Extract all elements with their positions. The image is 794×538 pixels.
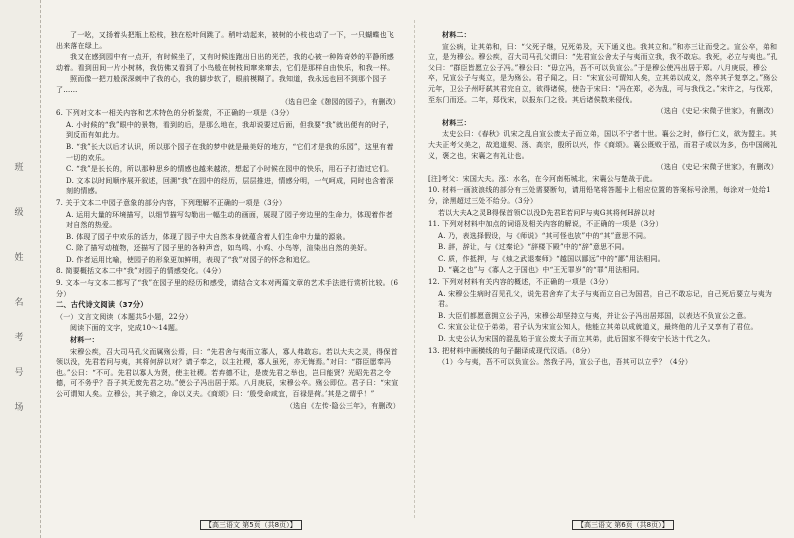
binding-margin <box>0 0 41 538</box>
option: B. “我”长大以后才认识，所以那个园子在我的梦中就是最美好的地方，“它们才是我的乐园”，这里有着一切的欢乐。 <box>66 142 394 162</box>
question-8: 8. 简要概括文本二中“我”对园子的情感变化。（4分） <box>56 267 226 276</box>
question-10-sentence: 若以大夫A之灵B得保首领C以没D先君E若问F与夷G其将何H辞以对 <box>438 208 656 217</box>
option: C. 质，作抵押，与《烛之武退秦师》“越国以鄙远”中的“鄙”用法相同。 <box>438 254 665 263</box>
question-13: 13. 把材料中画横线的句子翻译成现代汉语。（8分） <box>428 346 595 355</box>
left-column <box>56 30 400 412</box>
column-divider <box>414 20 415 518</box>
option: D. 太史公认为宋国的混乱始于宣公废太子而立其弟，此后国家不得安宁长达十代之久。 <box>438 335 715 344</box>
option: B. 大臣们都愿意拥立公子冯，宋穆公却坚持立与夷，并让公子冯出居郑国，以表达不负宣公之意。 <box>438 311 751 320</box>
option: D. “襄之也”与《寡人之于国也》中“王无罪岁”的“罪”用法相同。 <box>438 266 644 275</box>
section-heading: 二、古代诗文阅读（37分） <box>56 300 148 310</box>
question-12: 12. 下列对材料有关内容的概述，不正确的一项是（3分） <box>428 278 613 287</box>
option: B. 辞，辞让，与《过秦论》“辞楼下殿”中的“辞”意思不同。 <box>438 243 629 252</box>
option: A. 小时候的“我”眼中的景物，看到的后，是那么地在，我却说要过后面，但我要“我”就出便有的时子，到反而有如此力。 <box>66 120 394 140</box>
material-text: 太史公曰：《春秋》讥宋之乱自宣公废太子而立弟，国以不宁者十世。襄公之时，修行仁义，欲为盟主。其大夫正考父美之，故追道契、汤、高宗，殷所以兴，作《商颂》。襄公既败于泓，而君子或以为多，伤中国阙礼义，褒之也，宋襄之有礼让也。 <box>428 130 778 160</box>
material-heading: 材料三： <box>442 118 471 127</box>
passage-paragraph: 照而像一把刀般深深刺中了我的心，我的脚步软了，眼前模糊了。我知道，我永远也回不到那个园子了…… <box>56 75 387 94</box>
page-footer-left <box>200 520 302 530</box>
material-source: （选自《史记·宋微子世家》，有删改） <box>656 163 778 172</box>
material-text: 宋穆公疾，召大司马孔父而属殇公焉，曰：“先君舍与夷而立寡人，寡人弗敢忘。若以大夫之灵，得保首领以没，先君若问与夷，其将何辞以对？请子奉之，以主社稷，寡人虽死，亦无悔焉。”对曰：“群臣愿奉冯也。”公曰：“不可。先君以寡人为贤，使主社稷。若弃德不让，是废先君之举也，岂曰能贤？光昭先君之令德，可不务乎？吾子其无废先君之功。”使公子冯出居于郑。八月庚辰，宋穆公卒。殇公即位。君子曰：“宋宣公可谓知人矣。立穆公，其子飨之，命以义夫。《商颂》曰：‘殷受命咸宜，百禄是荷。’其是之谓乎！” <box>56 347 399 398</box>
binding-char: 考 <box>14 333 24 343</box>
page-number: 【高三语文 第6页（共8页）】 <box>572 520 674 530</box>
option: C. 宋宣公让位于弟弟，君子认为宋宣公知人，他能立其弟以成就道义，最终他的儿子又享有了君位。 <box>438 323 758 332</box>
option: D. 作者运用比喻，使园子的形象更加鲜明，表现了“我”对园子的怀念和追忆。 <box>66 255 315 264</box>
binding-char: 姓 <box>14 253 24 263</box>
passage-paragraph: 了一吆，又扬着头把瓶上松枝，独在松叶间跳了。稍叶动起来，被树的小枝也动了一下，一只蝴蝶也飞出来落在绿上。 <box>56 31 394 50</box>
material-heading: 材料二： <box>442 31 471 39</box>
annotation-note: [注]考父：宋国大夫。泓：水名，在今河南柘城北，宋襄公与楚战于此。 <box>428 174 658 183</box>
option: C. 除了描写动植物，还描写了园子里的各种声音，如鸟鸣、小鸡、小鸟等，渲染出自然的美好。 <box>66 244 372 253</box>
question-13-item: （1）今与夷，吾不可以负宣公。然我子冯，宣公子也，吾其可以立乎？（4分） <box>438 358 693 367</box>
binding-char: 名 <box>14 298 24 308</box>
right-column <box>428 30 778 369</box>
instruction: 阅读下面的文字，完成10～14题。 <box>70 324 183 333</box>
option: A. 宋穆公生病时召见孔父，说先君舍弃了太子与夷而立自己为国君，自己不敢忘记，自己死后要立与夷为君。 <box>438 289 773 309</box>
passage-paragraph: 我又在感到园中有一点开，有时候坐了，又有时候连跑出日出的光芒，我的心被一种阵奇妙的平静所感动着。看到田间一片小树林，我仿佛又看到了小鸟般在树枝间窜来窜去，它们是那样自由快乐，和我一样。 <box>56 53 395 72</box>
option: A. 乃，表选择假设，与《师说》“其可怪也欤”中的“其”意思不同。 <box>438 231 651 240</box>
question-11: 11. 下列对材料中加点的词语及相关内容的解说，不正确的一项是（3分） <box>428 220 663 229</box>
option: B. 体现了园子中欢乐的活力，体现了园子中大自然本身就蕴含着人们生命中力量的源泉。 <box>66 232 350 241</box>
material-source: （选自《左传·隐公三年》，有删改） <box>285 401 400 410</box>
binding-char: 级 <box>14 208 24 218</box>
passage-source: （选自巴金《憩园的园子》，有删改） <box>281 97 400 106</box>
question-9: 9. 文本一与文本二都写了“我”在园子里的经历和感受，请结合文本对两篇文章的艺术手法进行赏析比较。（6分） <box>56 279 399 298</box>
option: A. 运用大量的环境描写，以细节描写勾勒出一幅生动的画面，展现了园子旁边里的生命力，体现着作者对自然的热爱。 <box>66 210 393 230</box>
page-number: 【高三语文 第5页（共8页）】 <box>200 520 302 530</box>
material-source: （选自《史记·宋微子世家》，有删改） <box>656 107 778 116</box>
question-10: 10. 材料一画波浪线的部分有三处需要断句，请用铅笔将答题卡上相应位置的答案标号涂黑，每涂对一处给1分，涂黑超过三处不给分。（3分） <box>428 186 771 205</box>
option: C. “我”是长长的，所以那种思乡的情感也越来越浓，想起了小时候在园中的快乐，用石子打造过它们。 <box>66 165 394 174</box>
section-subheading: （一）文言文阅读（本题共5小题，22分） <box>56 312 193 321</box>
option: D. 文本以时间顺序展开叙述，回溯“我”在园中的经历，层层推进，情感分明，一气呵成，同时也含着深刻的情感。 <box>66 176 394 196</box>
question-6: 6. 下列对文本一相关内容和艺术特色的分析鉴赏，不正确的一项是（3分） <box>56 109 294 118</box>
binding-char: 场 <box>14 403 24 413</box>
material-text: 宣公病，让其弟和，曰：“父死子继，兄死弟及，天下通义也。我其立和。”和亦三让而受之。宣公卒，弟和立，是为穆公。穆公疾，召大司马孔父谓曰：“先君宣公舍太子与夷而立我，我不敢忘。我死，必立与夷也。”孔父曰：“群臣皆愿立公子冯。”穆公曰：“毋立冯，吾不可以负宣公。”于是穆公使冯出居于郑。八月庚辰，穆公卒，兄宣公子与夷立，是为殇公。君子闻之，曰：“宋宣公可谓知人矣，立其弟以成义，然卒其子复享之。”殇公元年，卫公子州吁弑其君完自立，欲得诸侯，使告于宋曰：“冯在郑，必为乱，可与我伐之。”宋许之，与伐郑，至东门而还。二年，郑伐宋，以报东门之役。其后诸侯数来侵伐。 <box>428 42 778 104</box>
binding-char: 号 <box>14 368 24 378</box>
binding-char: 班 <box>14 163 24 173</box>
page-footer-right <box>572 520 674 530</box>
material-heading: 材料一： <box>70 336 99 345</box>
question-7: 7. 关于文本二中园子意象的部分内容，下列理解不正确的一项是（3分） <box>56 198 287 207</box>
